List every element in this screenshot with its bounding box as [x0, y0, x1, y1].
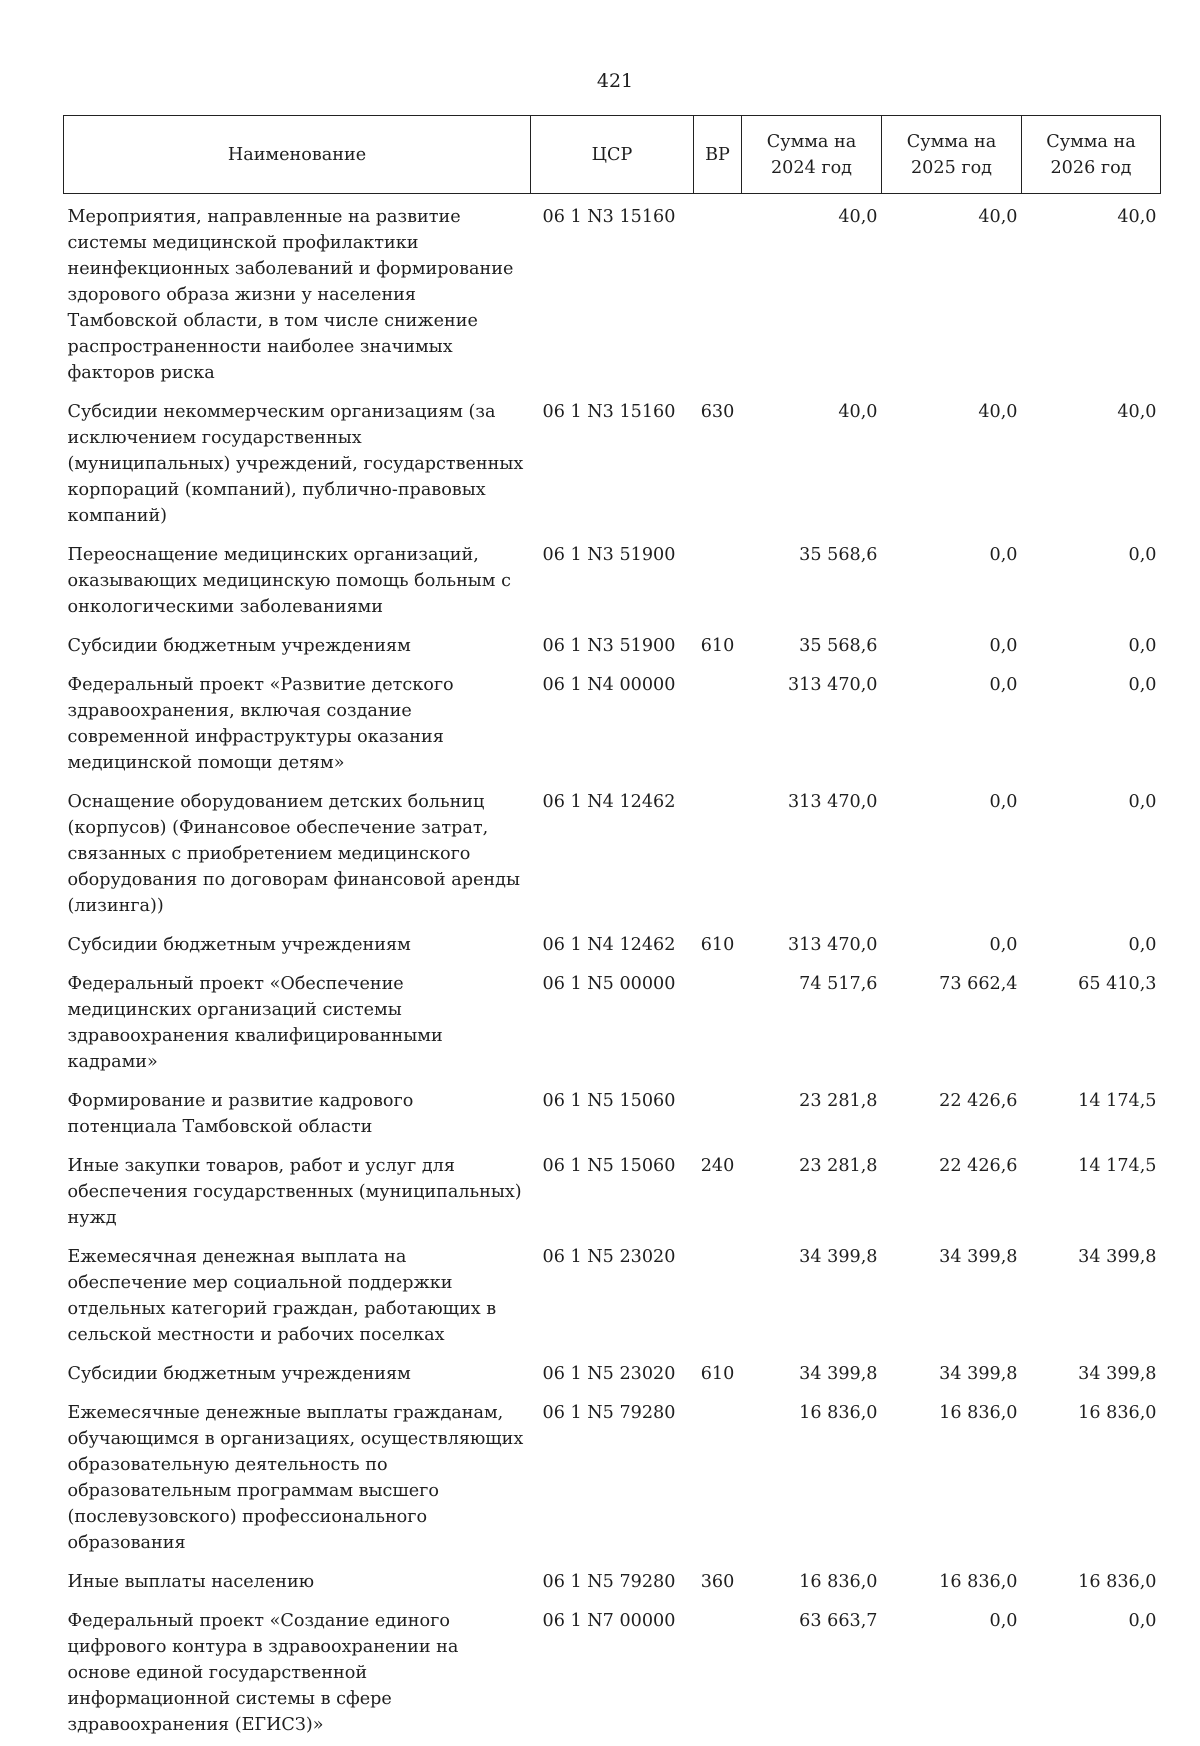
cell-sum-2024: 40,0 — [742, 394, 882, 537]
table-row — [64, 1395, 1161, 1564]
cell-sum-2024: 74 517,6 — [742, 966, 882, 1083]
cell-csr: 06 1 N4 12462 — [531, 784, 694, 927]
header-vr: ВР — [694, 116, 742, 194]
cell-sum-2025: 0,0 — [882, 667, 1022, 784]
cell-sum-2025: 0,0 — [882, 784, 1022, 927]
cell-csr: 06 1 N3 15160 — [531, 194, 694, 395]
cell-name: Оснащение оборудованием детских больниц (корпусов) (Финансовое обеспечение затрат, связанных с приобретением медицинского оборудования по договорам финансовой аренды (лизинга)) — [64, 784, 531, 927]
cell-sum-2026: 0,0 — [1022, 628, 1161, 667]
cell-sum-2026: 40,0 — [1022, 194, 1161, 395]
cell-name: Субсидии некоммерческим организациям (за исключением государственных (муниципальных) учреждений, государственных корпораций (компаний), публично-правовых компаний) — [64, 394, 531, 537]
header-sum-2025: Сумма на 2025 год — [882, 116, 1022, 194]
cell-sum-2025: 0,0 — [882, 537, 1022, 628]
cell-vr: 630 — [694, 394, 742, 537]
cell-vr — [694, 1083, 742, 1148]
cell-sum-2026: 0,0 — [1022, 667, 1161, 784]
cell-name: Субсидии бюджетным учреждениям — [64, 1356, 531, 1395]
cell-vr — [694, 1239, 742, 1356]
table-row — [64, 1356, 1161, 1395]
header-sum-2026: Сумма на 2026 год — [1022, 116, 1161, 194]
table-row — [64, 1564, 1161, 1603]
table-row — [64, 1603, 1161, 1746]
cell-sum-2024: 35 568,6 — [742, 537, 882, 628]
cell-sum-2025: 22 426,6 — [882, 1083, 1022, 1148]
cell-sum-2025: 40,0 — [882, 394, 1022, 537]
cell-csr: 06 1 N3 51900 — [531, 537, 694, 628]
cell-sum-2024: 63 663,7 — [742, 1603, 882, 1746]
cell-sum-2026: 65 410,3 — [1022, 966, 1161, 1083]
cell-sum-2025: 34 399,8 — [882, 1356, 1022, 1395]
cell-sum-2026: 0,0 — [1022, 784, 1161, 927]
cell-sum-2026: 0,0 — [1022, 1603, 1161, 1746]
table-row — [64, 966, 1161, 1083]
cell-name: Ежемесячные денежные выплаты гражданам, обучающимся в организациях, осуществляющих образовательную деятельность по образовательным программам высшего (послевузовского) профессионального образования — [64, 1395, 531, 1564]
cell-vr — [694, 966, 742, 1083]
table-row — [64, 537, 1161, 628]
table-row — [64, 1239, 1161, 1356]
cell-sum-2024: 40,0 — [742, 194, 882, 395]
cell-sum-2025: 16 836,0 — [882, 1395, 1022, 1564]
cell-vr: 610 — [694, 628, 742, 667]
cell-vr: 610 — [694, 1356, 742, 1395]
cell-sum-2025: 73 662,4 — [882, 966, 1022, 1083]
cell-sum-2025: 40,0 — [882, 194, 1022, 395]
cell-sum-2024: 35 568,6 — [742, 628, 882, 667]
cell-name: Субсидии бюджетным учреждениям — [64, 927, 531, 966]
header-csr: ЦСР — [531, 116, 694, 194]
cell-sum-2025: 22 426,6 — [882, 1148, 1022, 1239]
cell-name: Иные выплаты населению — [64, 1564, 531, 1603]
cell-sum-2026: 16 836,0 — [1022, 1564, 1161, 1603]
table-row — [64, 394, 1161, 537]
cell-sum-2024: 34 399,8 — [742, 1356, 882, 1395]
cell-csr: 06 1 N5 00000 — [531, 966, 694, 1083]
cell-csr: 06 1 N7 00000 — [531, 1603, 694, 1746]
cell-name: Формирование и развитие кадрового потенциала Тамбовской области — [64, 1083, 531, 1148]
table-row — [64, 1148, 1161, 1239]
table-row — [64, 784, 1161, 927]
cell-sum-2025: 0,0 — [882, 927, 1022, 966]
cell-name: Переоснащение медицинских организаций, оказывающих медицинскую помощь больным с онкологическими заболеваниями — [64, 537, 531, 628]
cell-sum-2024: 23 281,8 — [742, 1148, 882, 1239]
cell-csr: 06 1 N5 15060 — [531, 1083, 694, 1148]
cell-name: Субсидии бюджетным учреждениям — [64, 628, 531, 667]
cell-sum-2025: 0,0 — [882, 1603, 1022, 1746]
table-row — [64, 628, 1161, 667]
page-number: 421 — [0, 70, 1200, 92]
table-row — [64, 667, 1161, 784]
table-row — [64, 927, 1161, 966]
cell-csr: 06 1 N3 51900 — [531, 628, 694, 667]
cell-sum-2026: 0,0 — [1022, 927, 1161, 966]
cell-sum-2026: 14 174,5 — [1022, 1083, 1161, 1148]
cell-sum-2024: 16 836,0 — [742, 1564, 882, 1603]
cell-sum-2025: 0,0 — [882, 628, 1022, 667]
cell-sum-2024: 16 836,0 — [742, 1395, 882, 1564]
table-row — [64, 1083, 1161, 1148]
header-name: Наименование — [64, 116, 531, 194]
cell-csr: 06 1 N5 15060 — [531, 1148, 694, 1239]
cell-name: Иные закупки товаров, работ и услуг для обеспечения государственных (муниципальных) нужд — [64, 1148, 531, 1239]
cell-vr — [694, 784, 742, 927]
cell-vr — [694, 1603, 742, 1746]
cell-sum-2024: 313 470,0 — [742, 927, 882, 966]
cell-vr: 360 — [694, 1564, 742, 1603]
cell-sum-2024: 23 281,8 — [742, 1083, 882, 1148]
cell-csr: 06 1 N5 79280 — [531, 1395, 694, 1564]
cell-csr: 06 1 N5 23020 — [531, 1356, 694, 1395]
cell-sum-2024: 34 399,8 — [742, 1239, 882, 1356]
cell-vr — [694, 537, 742, 628]
cell-csr: 06 1 N5 23020 — [531, 1239, 694, 1356]
cell-name: Федеральный проект «Обеспечение медицинских организаций системы здравоохранения квалифицированными кадрами» — [64, 966, 531, 1083]
cell-vr — [694, 1395, 742, 1564]
cell-name: Федеральный проект «Развитие детского здравоохранения, включая создание современной инфраструктуры оказания медицинской помощи детям» — [64, 667, 531, 784]
cell-sum-2026: 34 399,8 — [1022, 1356, 1161, 1395]
table-body — [64, 194, 1161, 1746]
cell-csr: 06 1 N3 15160 — [531, 394, 694, 537]
cell-sum-2025: 34 399,8 — [882, 1239, 1022, 1356]
header-sum-2024: Сумма на 2024 год — [742, 116, 882, 194]
cell-vr — [694, 194, 742, 395]
table-row — [64, 194, 1161, 395]
cell-sum-2026: 40,0 — [1022, 394, 1161, 537]
budget-table — [63, 115, 1161, 1746]
cell-sum-2026: 14 174,5 — [1022, 1148, 1161, 1239]
cell-csr: 06 1 N4 12462 — [531, 927, 694, 966]
cell-sum-2025: 16 836,0 — [882, 1564, 1022, 1603]
header-row — [64, 116, 1161, 194]
cell-name: Ежемесячная денежная выплата на обеспечение мер социальной поддержки отдельных категорий граждан, работающих в сельской местности и рабочих поселках — [64, 1239, 531, 1356]
cell-vr — [694, 667, 742, 784]
cell-sum-2024: 313 470,0 — [742, 784, 882, 927]
cell-vr: 240 — [694, 1148, 742, 1239]
cell-sum-2024: 313 470,0 — [742, 667, 882, 784]
cell-sum-2026: 0,0 — [1022, 537, 1161, 628]
cell-sum-2026: 34 399,8 — [1022, 1239, 1161, 1356]
table-header — [64, 116, 1161, 194]
cell-vr: 610 — [694, 927, 742, 966]
cell-name: Мероприятия, направленные на развитие системы медицинской профилактики неинфекционных заболеваний и формирование здорового образа жизни у населения Тамбовской области, в том числе снижение распространенности наиболее значимых факторов риска — [64, 194, 531, 395]
cell-csr: 06 1 N5 79280 — [531, 1564, 694, 1603]
cell-csr: 06 1 N4 00000 — [531, 667, 694, 784]
cell-sum-2026: 16 836,0 — [1022, 1395, 1161, 1564]
cell-name: Федеральный проект «Создание единого цифрового контура в здравоохранении на основе единой государственной информационной системы в сфере здравоохранения (ЕГИСЗ)» — [64, 1603, 531, 1746]
